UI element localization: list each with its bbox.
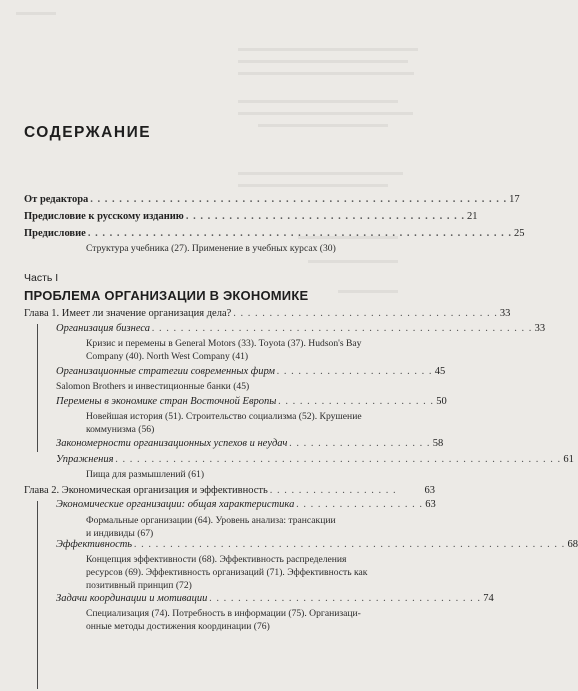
leader-dots: . . . . . . . . . . . . . . . . . . bbox=[296, 499, 424, 510]
toc-chapter-page: 33 bbox=[499, 308, 511, 319]
leader-dots: . . . . . . . . . . . . . . . . . . . . . . . . . . . . . . . . . . . . . . . . . . . . . . . . . . . . . . . . . . . . bbox=[134, 539, 566, 550]
toc-chapter-1[interactable] bbox=[24, 308, 511, 319]
toc-subentries bbox=[86, 514, 336, 540]
toc-section[interactable] bbox=[56, 323, 546, 334]
toc-entry-page: 25 bbox=[513, 228, 525, 239]
toc-section[interactable] bbox=[56, 366, 446, 377]
toc-subentry-line: Специализация (74). Потребность в информации (75). Организаци- bbox=[86, 608, 361, 619]
toc-entry-preface[interactable] bbox=[24, 228, 525, 239]
toc-section[interactable] bbox=[56, 438, 444, 449]
toc-entry-label: Предисловие к русскому изданию bbox=[24, 211, 184, 222]
toc-section-title: Организационные стратегии современных фирм bbox=[56, 366, 275, 377]
chapter-bracket-line bbox=[37, 324, 38, 452]
leader-dots: . . . . . . . . . . . . . . . . . . . . . . bbox=[276, 366, 433, 377]
toc-subentry-line: Salomon Brothers и инвестиционные банки (45) bbox=[56, 381, 250, 392]
toc-entry-editor[interactable] bbox=[24, 194, 520, 205]
toc-subentry-line: Концепция эффективности (68). Эффективность распределения bbox=[86, 554, 347, 565]
toc-chapter-title: Глава 1. Имеет ли значение организация дела? bbox=[24, 308, 232, 319]
part-title: ПРОБЛЕМА ОРГАНИЗАЦИИ В ЭКОНОМИКЕ bbox=[24, 288, 309, 303]
leader-dots: . . . . . . . . . . . . . . . . . . bbox=[269, 485, 397, 496]
toc-heading: СОДЕРЖАНИЕ bbox=[24, 124, 152, 141]
leader-dots: . . . . . . . . . . . . . . . . . . . . . . . . . . . . . . . . . . . . . . . . . . . . . . . . . . . . . bbox=[152, 323, 533, 334]
toc-subentry-line: Пища для размышлений (61) bbox=[86, 469, 205, 480]
toc-section-page: 63 bbox=[425, 499, 436, 510]
leader-dots: . . . . . . . . . . . . . . . . . . . . . . . . . . . . . . . . . . . . . . . . . . . . . . . . . . . . . . . . . . bbox=[90, 194, 508, 205]
leader-dots: . . . . . . . . . . . . . . . . . . . . . . . . . . . . . . . . . . . . . bbox=[233, 308, 498, 319]
toc-section-page: 50 bbox=[436, 396, 447, 407]
toc-subentries bbox=[86, 410, 362, 436]
leader-dots: . . . . . . . . . . . . . . . . . . . . . . . . . . . . . . . . . . . . . . . bbox=[185, 211, 465, 222]
toc-subentry-line: Company (40). North West Company (41) bbox=[86, 351, 249, 362]
toc-subentry-line: позитивный принцип (72) bbox=[86, 580, 192, 591]
toc-subentry-line: Кризис и перемены в General Motors (33). Toyota (37). Hudson's Bay bbox=[86, 338, 362, 349]
leader-dots: . . . . . . . . . . . . . . . . . . . . . . . . . . . . . . . . . . . . . . . . . . . . . . . . . . . . . . . . . . . . . . bbox=[115, 454, 562, 465]
toc-subentry-line: и индивиды (67) bbox=[86, 528, 154, 539]
toc-entry-page: 17 bbox=[509, 194, 520, 205]
part-label: Часть I bbox=[24, 272, 59, 284]
toc-section-title: Перемены в экономике стран Восточной Европы bbox=[56, 396, 277, 407]
chapter-bracket-line bbox=[37, 501, 38, 689]
toc-subentries bbox=[56, 380, 249, 393]
toc-section-title: Эффективность bbox=[56, 539, 133, 550]
toc-section-page: 74 bbox=[483, 593, 494, 604]
toc-section[interactable] bbox=[56, 499, 435, 510]
toc-section[interactable] bbox=[56, 539, 578, 550]
toc-subentries: Структура учебника (27). Применение в учебных курсах (30) bbox=[86, 243, 336, 254]
toc-section[interactable] bbox=[56, 396, 447, 407]
toc-section-title: Экономические организации: общая характеристика bbox=[56, 499, 295, 510]
toc-section-page: 58 bbox=[432, 438, 444, 449]
toc-entry-label: От редактора bbox=[24, 194, 89, 205]
toc-subentry-line: ресурсов (69). Эффективность организаций (71). Эффективность как bbox=[86, 567, 368, 578]
toc-subentries bbox=[86, 553, 367, 592]
toc-entry-label: Предисловие bbox=[24, 228, 86, 239]
toc-section-page: 68 bbox=[567, 539, 578, 550]
toc-chapter-page: 63 bbox=[424, 485, 435, 496]
toc-section-title: Организация бизнеса bbox=[56, 323, 150, 334]
toc-section-title: Закономерности организационных успехов и неудач bbox=[56, 438, 288, 449]
toc-section-page: 33 bbox=[534, 323, 546, 334]
leader-dots: . . . . . . . . . . . . . . . . . . . . . . . . . . . . . . . . . . . . . . . . . . . . . . . . . . . . . . . . . . . bbox=[87, 228, 512, 239]
toc-subentry-line: онные методы достижения координации (76) bbox=[86, 621, 270, 632]
toc-subentries bbox=[86, 337, 361, 363]
leader-dots: . . . . . . . . . . . . . . . . . . . . . . . . . . . . . . . . . . . . . . bbox=[209, 593, 482, 604]
toc-subentries bbox=[86, 468, 204, 481]
toc-subentry-line: Новейшая история (51). Строительство социализма (52). Крушение bbox=[86, 411, 362, 422]
toc-section-page: 61 bbox=[563, 454, 574, 465]
toc-chapter-2[interactable] bbox=[24, 485, 435, 496]
toc-subentries bbox=[86, 607, 361, 633]
toc-chapter-title: Глава 2. Экономическая организация и эффективность bbox=[24, 485, 268, 496]
toc-subentry-line: Формальные организации (64). Уровень анализа: трансакции bbox=[86, 515, 336, 526]
leader-dots: . . . . . . . . . . . . . . . . . . . . . . bbox=[278, 396, 435, 407]
toc-section-page: 45 bbox=[434, 366, 446, 377]
toc-section-title: Задачи координации и мотивации bbox=[56, 593, 208, 604]
toc-section-title: Упражнения bbox=[56, 454, 114, 465]
toc-entry-russian-preface[interactable] bbox=[24, 211, 478, 222]
toc-section[interactable] bbox=[56, 593, 494, 604]
toc-section[interactable] bbox=[56, 454, 574, 465]
toc-entry-page: 21 bbox=[466, 211, 478, 222]
leader-dots: . . . . . . . . . . . . . . . . . . . . bbox=[289, 438, 431, 449]
toc-subentry-line: коммунизма (56) bbox=[86, 424, 155, 435]
